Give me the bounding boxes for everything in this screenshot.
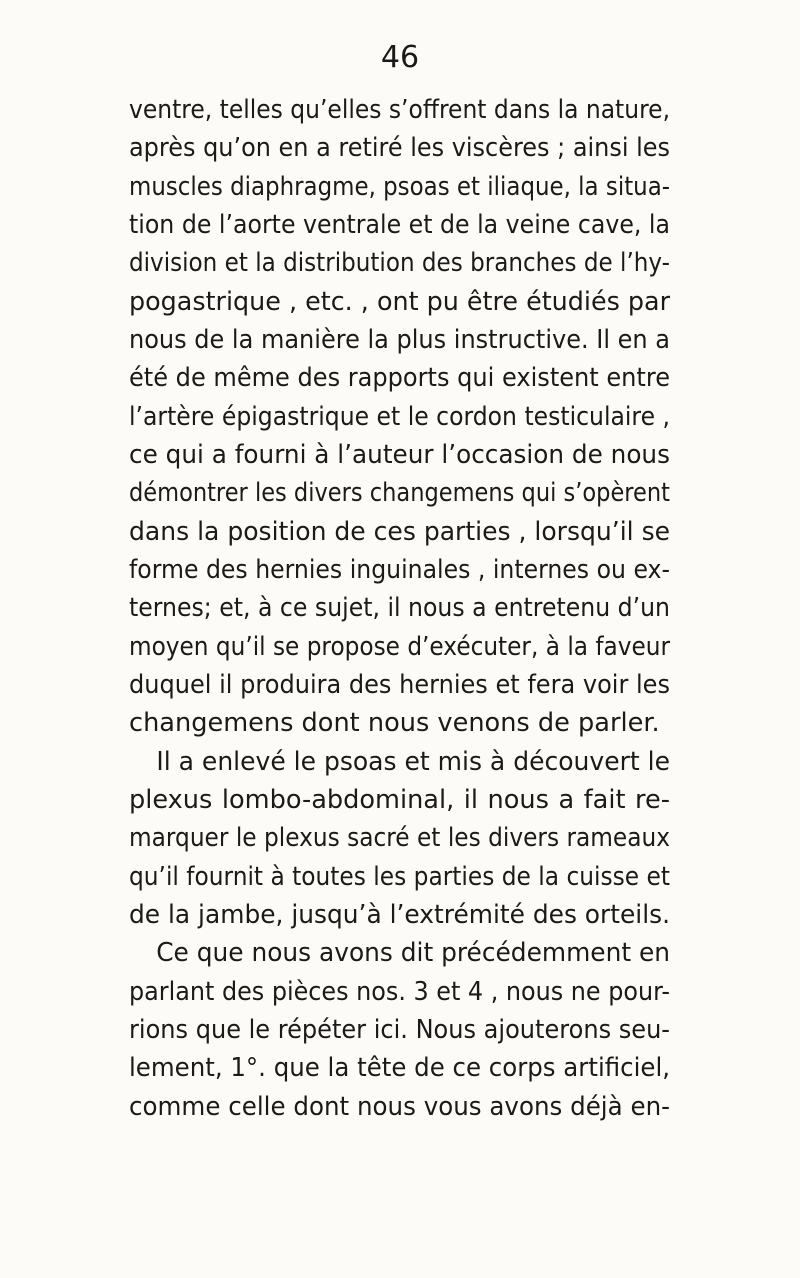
book-page: 46 ventre, telles qu’elles s’offrent dans la nature, après qu’on en a retiré les viscères ; ainsi les muscles diaphragme, psoas et iliaque, la situa- tion de l’aorte ventrale et de la veine cave, la division et la distribution des branches de l’hy- pogastrique , etc. , ont pu être étudiés par nous de la manière la plus instructive. Il en a été de même des rapports qui existent entre l’artère épigastrique et le cordon testiculaire , ce qui a fourni à l’auteur l’occasion de nous démontrer les divers changemens qui s’opèrent dans la position de ces parties , lorsqu’il se forme des hernies inguinales , internes ou ex- ternes; et, à ce sujet, il nous a entretenu d’un moyen qu’il se propose d’exécuter, à la faveur duquel il produira des hernies et fera voir les changemens dont nous venons de parler. Il a enlevé le psoas et mis à découvert le plexus lombo-abdominal, il nous a fait re- marquer le plexus sacré et les divers rameaux qu’il fournit à toutes les parties de la cuisse et de la jambe, jusqu’à l’extrémité des orteils. Ce que nous avons dit précédemment en parlant des pièces nos. 3 et 4 , nous ne pour- rions que le répéter ici. Nous ajouterons seu- lement, 1°. que la tête de ce corps artificiel, comme celle dont nous vous avons déjà en- bbox=[0, 0, 800, 1278]
text-line: Il a enlevé le psoas et mis à découvert le bbox=[156, 746, 670, 777]
text-line: Ce que nous avons dit précédemment en bbox=[156, 938, 671, 969]
page-number: 46 bbox=[380, 40, 420, 75]
